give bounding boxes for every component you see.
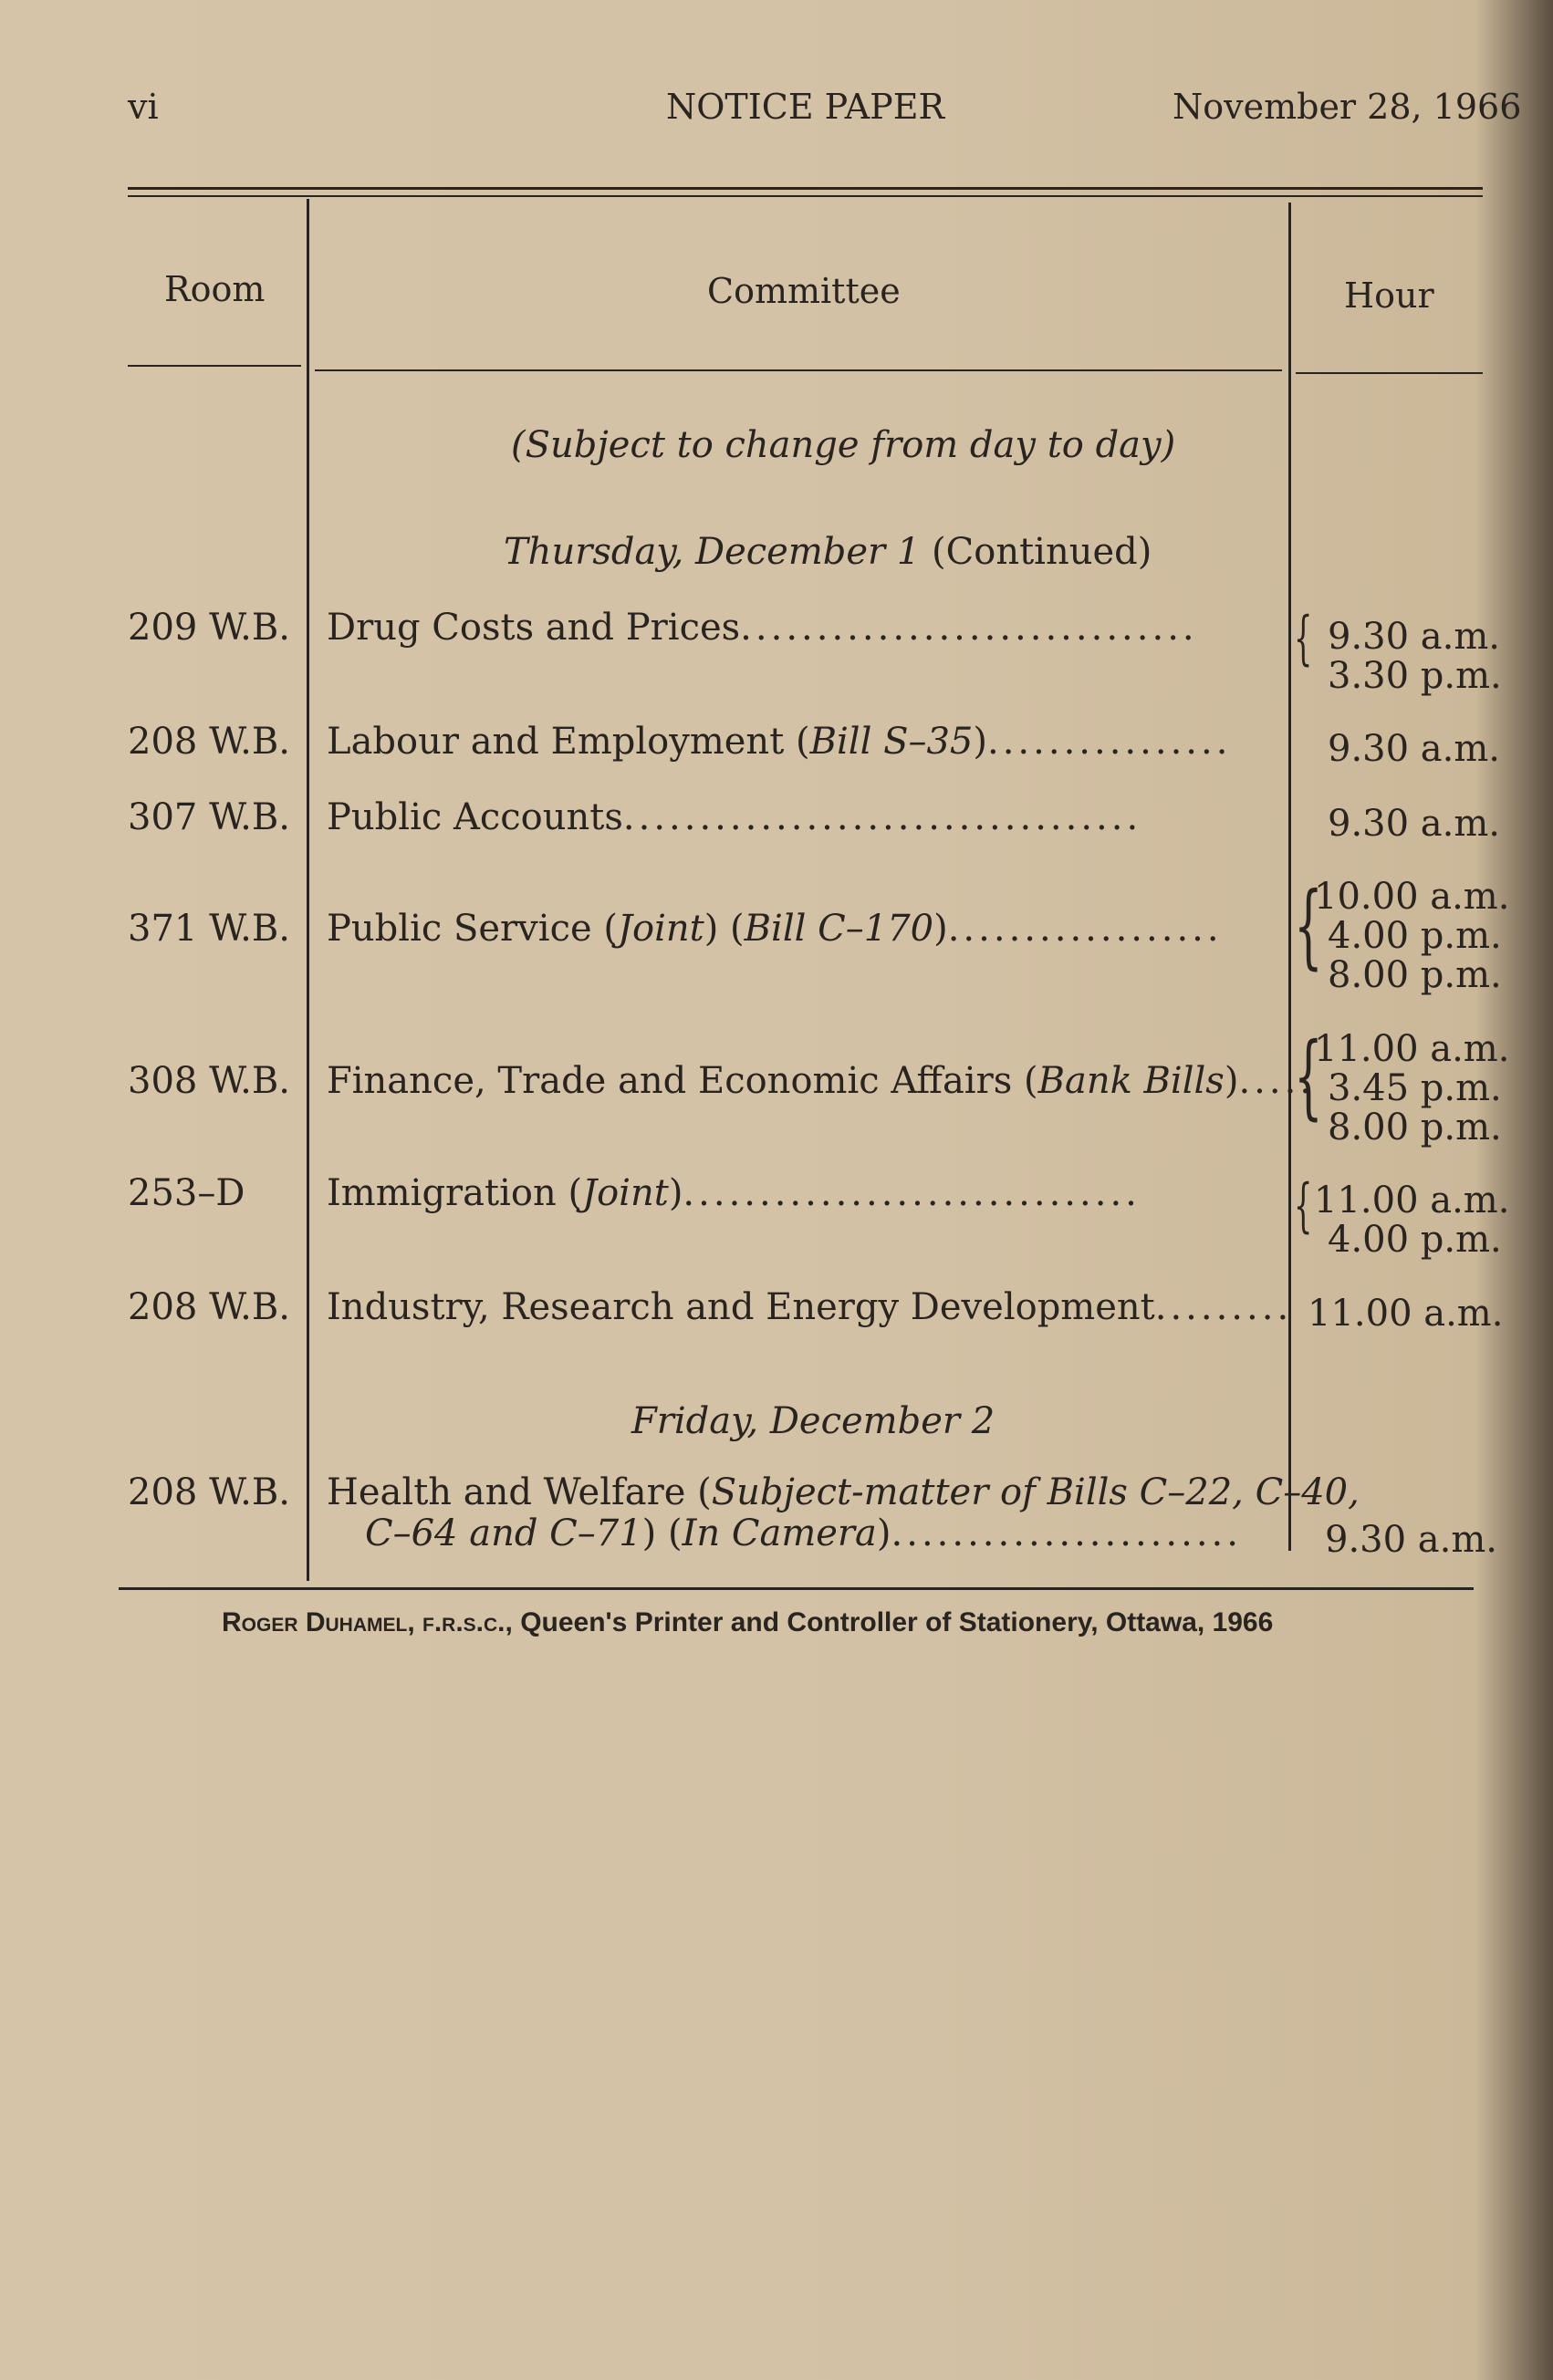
row-room: 307 W.B. (128, 796, 291, 838)
leader-dots: ....................... (891, 1512, 1242, 1554)
printer-name: Roger Duhamel (222, 1607, 408, 1637)
row-committee (327, 796, 1141, 838)
row-room: 371 W.B. (128, 908, 291, 950)
row-hour: 3.30 p.m. (1328, 655, 1502, 697)
row-committee-line2 (365, 1512, 1242, 1554)
committee-name: Public Service ( (327, 908, 618, 950)
row-hour: 9.30 a.m. (1328, 803, 1500, 845)
row-hour: 8.00 p.m. (1328, 1107, 1502, 1148)
row-committee (327, 607, 1198, 649)
committee-close: ) (668, 1172, 683, 1214)
leader-dots: ................ (987, 721, 1232, 763)
row-hour: 11.00 a.m. (1308, 1293, 1504, 1335)
leader-dots: .............................. (740, 607, 1198, 649)
committee-name: Labour and Employment ( (327, 721, 810, 763)
header-rule-committee (315, 369, 1282, 371)
schedule-note: (Subject to change from day to day) (511, 424, 1176, 466)
committee-close: ) (973, 721, 987, 763)
row-room: 208 W.B. (128, 1286, 291, 1328)
leader-dots: .................. (947, 908, 1223, 950)
committee-bill: Bill C–170 (744, 908, 934, 950)
row-hour: 11.00 a.m. (1314, 1028, 1510, 1070)
committee-name: Immigration ( (327, 1172, 583, 1214)
row-hour: 9.30 a.m. (1325, 1519, 1497, 1561)
row-room: 253–D (128, 1172, 245, 1214)
column-header-committee: Committee (707, 271, 901, 311)
brace-glyph: { (1294, 605, 1313, 672)
row-hour: 9.30 a.m. (1328, 616, 1500, 658)
row-hour: 4.00 p.m. (1328, 915, 1502, 957)
committee-close: ) (933, 908, 948, 950)
committee-joint: Joint (582, 1172, 669, 1214)
page-title: NOTICE PAPER (666, 87, 945, 127)
brace-glyph: { (1294, 1023, 1323, 1129)
row-hour: 3.45 p.m. (1328, 1067, 1502, 1109)
row-hour: 9.30 a.m. (1328, 728, 1500, 770)
committee-name: Health and Welfare ( (327, 1471, 712, 1513)
row-hour: 10.00 a.m. (1314, 876, 1510, 918)
row-committee (327, 1172, 1141, 1214)
row-committee (327, 721, 1231, 763)
column-divider-hour (1288, 203, 1291, 1551)
column-header-room: Room (164, 269, 266, 309)
page-number: vi (128, 87, 159, 127)
brace-glyph: { (1294, 1172, 1313, 1240)
row-room: 308 W.B. (128, 1060, 291, 1102)
top-rule-thin (128, 195, 1483, 197)
leader-dots: ......... (1154, 1286, 1293, 1328)
header-rule-hour (1296, 372, 1483, 374)
committee-bills: Bank Bills (1037, 1060, 1225, 1102)
committee-name: Public Accounts (327, 796, 623, 838)
committee-bills: Subject-matter of Bills C–22, C–40, (711, 1471, 1360, 1513)
committee-joint: Joint (617, 908, 704, 950)
day-heading-friday: Friday, December 2 (631, 1400, 995, 1442)
committee-bill: Bill S–35 (809, 721, 974, 763)
header-rule-room (128, 365, 301, 367)
printer-honorific: , f.r.s.c., (407, 1607, 513, 1637)
row-committee (327, 1286, 1292, 1328)
committee-close: ) (1224, 1060, 1239, 1102)
row-room: 208 W.B. (128, 721, 291, 763)
row-room: 208 W.B. (128, 1471, 291, 1513)
row-hour: 4.00 p.m. (1328, 1219, 1502, 1261)
committee-name: Industry, Research and Energy Development (327, 1286, 1155, 1328)
committee-bills-cont: C–64 and C–71 (365, 1512, 642, 1554)
committee-in-camera: In Camera (682, 1512, 877, 1554)
header-date: November 28, 1966 (1173, 87, 1522, 127)
column-divider-room (307, 199, 309, 1581)
committee-name: Drug Costs and Prices (327, 607, 741, 649)
row-committee (327, 1060, 1315, 1102)
committee-close: ) (876, 1512, 891, 1554)
row-hour: 8.00 p.m. (1328, 954, 1502, 996)
row-committee-line1 (327, 1471, 1360, 1513)
day-heading-continued: (Continued) (932, 531, 1152, 573)
row-committee (327, 908, 1223, 950)
leader-dots: .............................. (683, 1172, 1141, 1214)
printer-imprint (222, 1607, 1273, 1638)
leader-dots: .................................. (622, 796, 1142, 838)
row-room: 209 W.B. (128, 607, 291, 649)
committee-sep: ) ( (704, 908, 745, 950)
printer-text: Queen's Printer and Controller of Stationery, Ottawa, 1966 (512, 1607, 1274, 1637)
top-rule (128, 187, 1483, 190)
day-heading-text: Thursday, December 1 (504, 531, 921, 573)
day-heading-thursday (504, 531, 1152, 573)
bottom-rule (119, 1587, 1474, 1590)
brace-glyph: { (1294, 872, 1323, 979)
committee-sep: ) ( (641, 1512, 683, 1554)
column-header-hour: Hour (1344, 275, 1434, 316)
leader-dots: ..... (1238, 1060, 1316, 1102)
committee-name: Finance, Trade and Economic Affairs ( (327, 1060, 1038, 1102)
row-hour: 11.00 a.m. (1314, 1180, 1510, 1221)
